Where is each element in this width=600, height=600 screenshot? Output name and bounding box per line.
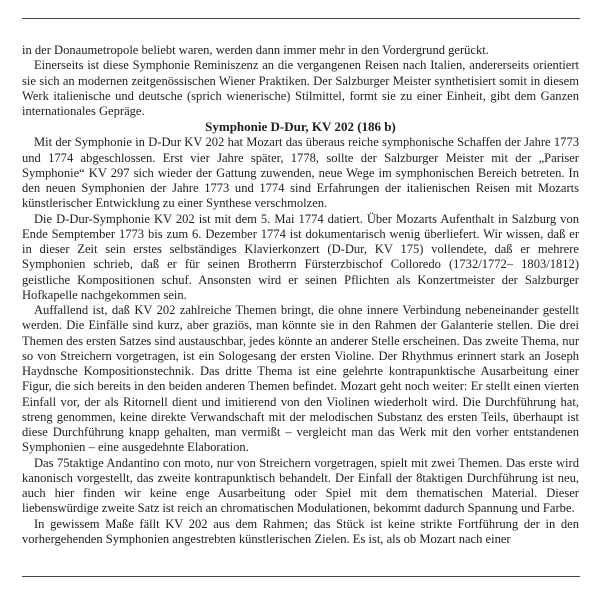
paragraph-dating: Die D-Dur-Symphonie KV 202 ist mit dem 5. Mai 1774 datiert. Über Mozarts Aufenthalt in Salzburg von Ende Semptember 1773 bis zum 6. Dezember 1774 ist dokumentarisch wenig überliefert. Wir wissen, daß er in dieser Zeit sein erstes selbständiges Klavierkonzert (D-Dur, KV 175) vollendete, daß er mehrere Symphonien schrieb, daß er für seinen Brotherrn Fürsterzbischof Colloredo (1732/1772– 1803/1812) geistliche Kompositionen schuf. Ansonsten wird er seinen Pflichten als Konzertmeister der Salzburger Hofkapelle nachgekommen sein.: [22, 211, 579, 302]
paragraph-continuation: in der Donaumetropole beliebt waren, werden dann immer mehr in den Vordergrund gerückt.: [22, 43, 489, 57]
bottom-rule: [22, 576, 580, 577]
top-rule: [22, 18, 580, 19]
section-heading: Symphonie D-Dur, KV 202 (186 b): [205, 119, 396, 135]
paragraph-first-movement: Auffallend ist, daß KV 202 zahlreiche Themen bringt, die ohne innere Verbindung nebeneinander gestellt werden. Die Einfälle sind kurz, aber graziös, man könnte sie in den Rahmen der Galanterie stellen. Die drei Themen des ersten Satzes sind austauschbar, jedes könnte an anderer Stelle erscheinen. Das zweite Thema, nur so von Streichern vorgetragen, ist ein Sologesang der ersten Violine. Der Rhythmus erinnert stark an Joseph Haydnsche Kompositionstechnik. Das dritte Thema ist eine gelehrte kontrapunktische Ausarbeitung einer Figur, die sich bereits in den beiden anderen Themen befindet. Mozart geht noch weiter: Er stellt einen vierten Einfall vor, der als Ritornell dient und imitierend von den Violinen wiederholt wird. Die Durchführung hat, streng genommen, keine direkte Verwandschaft mit der melodischen Substanz des ersten Teils, überhaupt ist diese Durchführung knapp gehalten, man vermißt – vergleicht man das Werk mit den vorher entstandenen Symphonien – eine ausgedehnte Elaboration.: [22, 303, 579, 455]
paragraph-conclusion: In gewissem Maße fällt KV 202 aus dem Rahmen; das Stück ist keine strikte Fortführung der in den vorhergehenden Symphonien angestrebten künstlerischen Zielen. Es ist, als ob Mozart nach einer: [22, 516, 579, 546]
paragraph-andantino: Das 75taktige Andantino con moto, nur von Streichern vorgetragen, spielt mit zwei Themen. Das erste wird kanonisch vorgestellt, das zweite kontrapunktisch behandelt. Der Einfall der 8taktigen Durchführung ist neu, auch hier finden wir keine enge Ausarbeitung oder Spiel mit dem thematischen Material. Dieser liebenswürdige zweite Satz ist reich an chromatischen Modulationen, bekommt dadurch Spannung und Farbe.: [22, 455, 579, 516]
page-body: [22, 43, 579, 547]
paragraph-intro: Mit der Symphonie in D-Dur KV 202 hat Mozart das überaus reiche symphonische Schaffen der Jahre 1773 und 1774 abgeschlossen. Erst vier Jahre später, 1778, sollte der Salzburger Meister mit der „Pariser Symphonie“ KV 297 sich wieder der Gattung zuwenden, neue Wege im symphonischen Bereich betreten. In den neuen Symphonien der Jahre 1773 und 1774 sind Erfahrungen der italienischen Reisen mit Mozarts künstlerischer Entwicklung zu einer Synthese verschmolzen.: [22, 135, 579, 211]
paragraph-summary: Einerseits ist diese Symphonie Reminiszenz an die vergangenen Reisen nach Italien, andererseits orientiert sie sich an modernen zeitgenössischen Wiener Praktiken. Der Salzburger Meister synthetisiert somit in diesem Werk italienische und deutsche (sprich wienerische) Stilmittel, formt sie zu einer Einheit, gibt dem Ganzen internationales Gepräge.: [22, 58, 579, 118]
